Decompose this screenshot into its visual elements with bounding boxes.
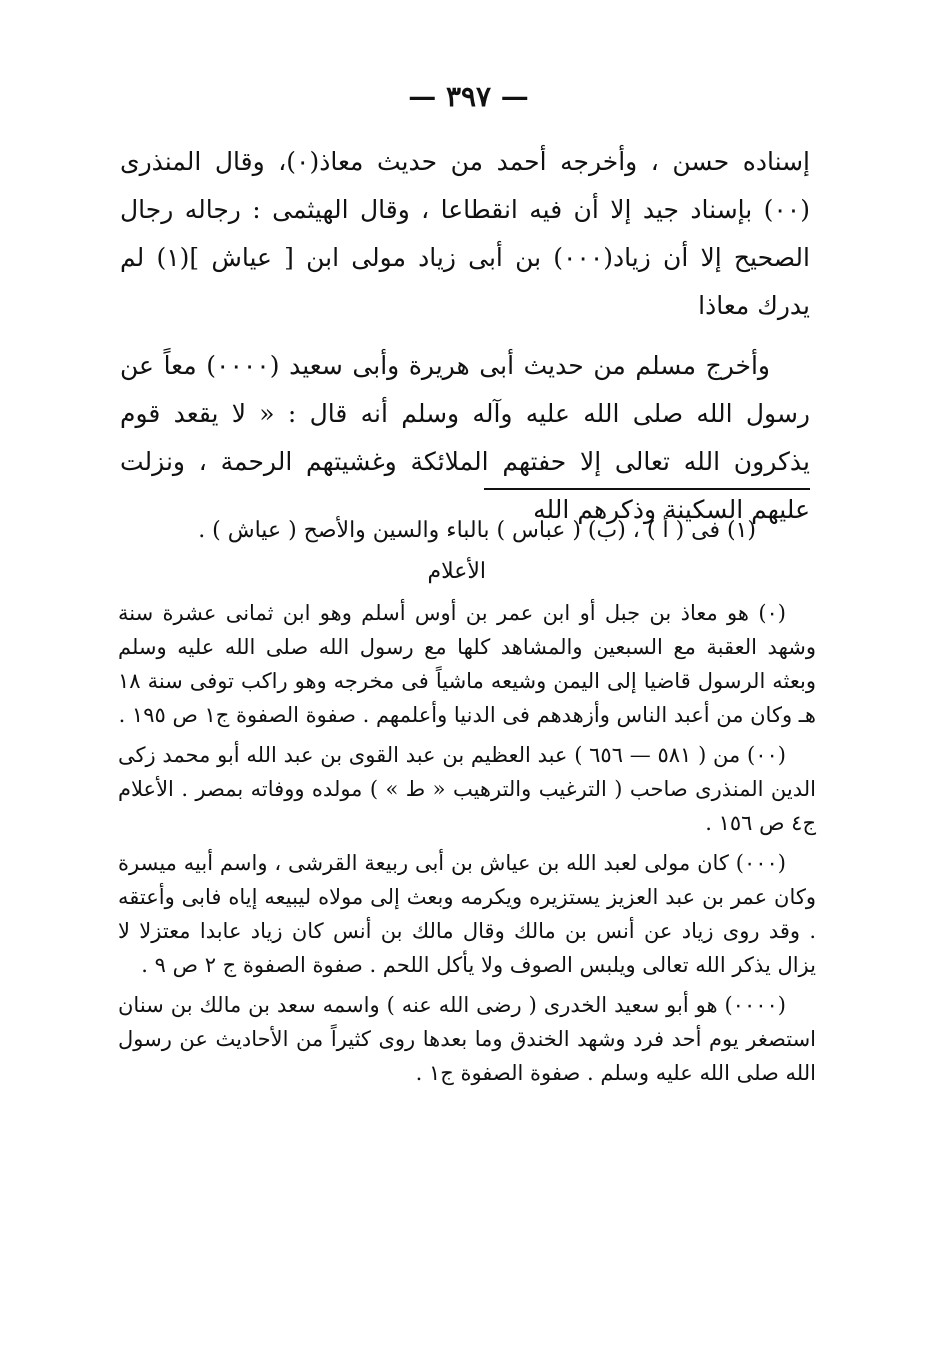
- variant-footnote: (١) فى ( أ ) ، (ب) ( عباس ) بالباء والسين والأصح ( عياش ) .: [198, 518, 756, 543]
- footnote-entry-3: (٠٠٠) كان مولى لعبد الله بن عياش بن أبى ربيعة القرشى ، واسم أبيه ميسرة وكان عمر بن عبد العزيز يستزيره ويكرمه وبعث إلى مولاه ليبيعه إياه فابى وأعتقه . وقد روى زياد عن أنس بن مالك وقال مالك بن أنس كان زياد عابدا معتزلا لا يزال يذكر الله تعالى ويلبس الصوف ولا يأكل اللحم . صفوة الصفوة ج ٢ ص ٩ .: [118, 851, 816, 977]
- main-text: [120, 138, 810, 534]
- page-number: — ٣٩٧ —: [408, 80, 529, 113]
- footnote-entry-4: (٠٠٠٠) هو أبو سعيد الخدرى ( رضى الله عنه ) واسمه سعد بن مالك بن سنان استصغر يوم أحد فرد وشهد الخندق وما بعدها روى كثيراً من الأحاديث عن رسول الله صلى الله عليه وسلم . صفوة الصفوة ج١ .: [118, 993, 816, 1085]
- footnote-separator: [484, 488, 810, 490]
- footnote-entry-1: (٠) هو معاذ بن جبل أو ابن عمر بن أوس أسلم وهو ابن ثمانى عشرة سنة وشهد العقبة مع السبعين والمشاهد كلها مع رسول الله صلى الله عليه وسلم وبعثه الرسول قاضيا إلى اليمن وشيعه ماشياً فى مخرجه وهو راكب توفى سنة ١٨ هـ وكان من أعبد الناس وأزهدهم فى الدنيا وأعلمهم . صفوة الصفوة ج١ ص ١٩٥ .: [118, 601, 816, 727]
- footnote-entry-2: (٠٠) من ( ٥٨١ — ٦٥٦ ) عبد العظيم بن عبد القوى بن عبد الله أبو محمد زكى الدين المنذرى صاحب ( الترغيب والترهيب « ط » ) مولده ووفاته بمصر . الأعلام ج٤ ص ١٥٦ .: [118, 743, 816, 835]
- footnotes: [118, 510, 816, 1096]
- main-paragraph-2: وأخرج مسلم من حديث أبى هريرة وأبى سعيد (٠٠٠٠) معاً عن رسول الله صلى الله عليه وآله وسلم أنه قال : « لا يقعد قوم يذكرون الله تعالى إلا حفتهم الملائكة وغشيتهم الرحمة ، ونزلت عليهم السكينة وذكرهم الله: [120, 351, 810, 524]
- main-paragraph-1: إسناده حسن ، وأخرجه أحمد من حديث معاذ(٠)، وقال المنذرى (٠٠) بإسناد جيد إلا أن فيه انقطاعا ، وقال الهيثمى : رجاله رجال الصحيح إلا أن زياد(٠٠٠) بن أبى زياد مولى ابن [ عياش ](١) لم يدرك معاذا: [120, 147, 811, 320]
- footnotes-heading: الأعلام: [427, 559, 486, 584]
